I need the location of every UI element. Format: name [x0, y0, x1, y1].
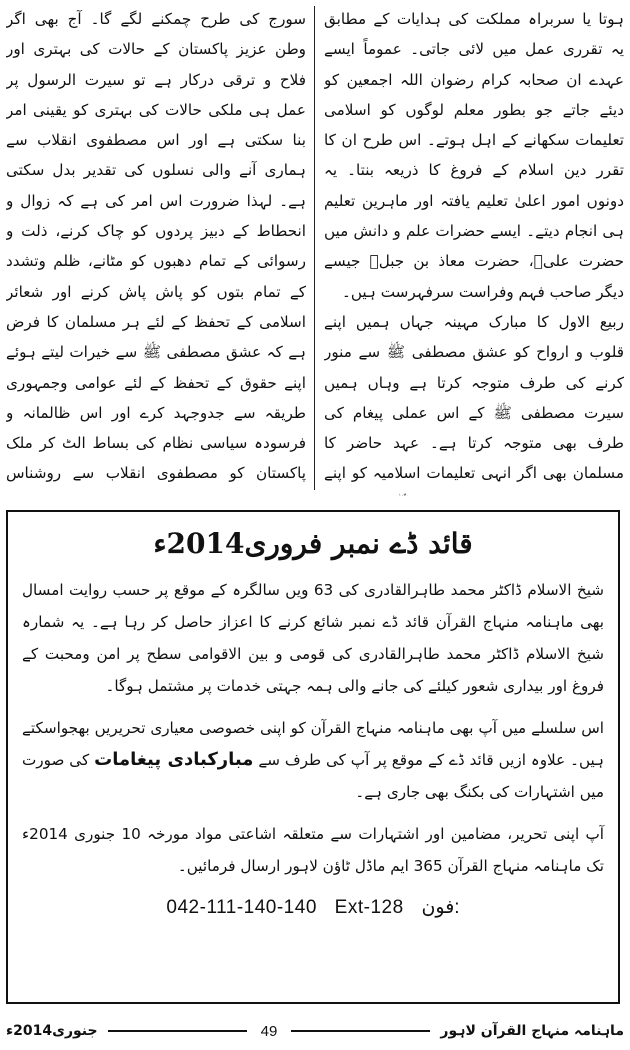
left-column-paragraph-1: سورج کی طرح چمکنے لگے گا۔ آج بھی اگر وطن عزیز پاکستان کے حالات کی بہتری اور فلاح و ترقی درکار ہے تو سیرت الرسول پر عمل ہی ملکی حالات کی بہتری کو یقینی امر بنا سکتی ہے اور اس مصطفوی انقلاب سے ہماری آنے والی نسلوں کی تقدیر بدل سکتی ہے۔ لہذا ضرورت اس امر کی ہے کہ زوال و انحطاط کے دبیز پردوں کو چاک کرنے، ذلت و رسوائی کے تمام دھبوں کو مٹانے، ظلم وتشدد کے تمام بتوں کو پاش پاش کرنے اور شعائر اسلامی کے تحفظ کے لئے ہر مسلمان کا فرض ہے کہ عشق مصطفی ﷺ سے خیرات لیتے ہوئے اپنے حقوق کے تحفظ کے لئے عوامی وجمہوری طریقہ سے جدوجہد کرے اور اس ظالمانہ و فرسودہ سیاسی نظام کی بساط الٹ کر ملک پاکستان کو مصطفوی انقلاب سے روشناس	[6, 10, 306, 483]
right-column	[324, 4, 624, 496]
column-divider	[314, 6, 315, 490]
announcement-box	[6, 510, 620, 1004]
greetings-highlight: مبارکبادی پیغامات	[94, 749, 254, 770]
announcement-title: قائد ڈے نمبر فروری2014ء	[153, 527, 473, 560]
right-column-paragraph-2: ربیع الاول کا مبارک مہینہ جہاں ہمیں اپنے قلوب و ارواح کو عشق مصطفی ﷺ سے منور کرنے کی طرف متوجہ کرتا ہے وہاں ہمیں سیرت مصطفی ﷺ کے اس عملی پیغام کی طرف بھی متوجہ کرتا ہے۔ عہد حاضر کا مسلمان بھی اگر انہی تعلیمات اسلامیہ کو اپنے	[324, 312, 624, 483]
article-columns	[6, 4, 624, 496]
announcement-paragraph-1: شیخ الاسلام ڈاکٹر محمد طاہرالقادری کی 63 ویں سالگرہ کے موقع پر حسب روایت امسال بھی ماہنامہ منہاج القرآن قائد ڈے نمبر شائع کرنے کا اعزاز حاصل کر رہا ہے۔ یہ شمارہ شیخ الاسلام ڈاکٹر محمد طاہرالقادری کی قومی و بین الاقوامی سطح پر امن ومحبت کے فروغ اور بیداری شعور کیلئے کی جانے والی ہمہ جہتی خدمات پر مشتمل ہوگا۔	[22, 581, 604, 695]
announcement-paragraph-2-end: کی صورت میں اشتہارات کی بکنگ بھی جاری ہے۔	[22, 751, 604, 801]
phone-label: فون:	[421, 897, 460, 918]
phone-extension: Ext-128	[334, 897, 404, 918]
page-footer	[6, 1018, 624, 1044]
announcement-paragraph-3: آپ اپنی تحریر، مضامین اور اشتہارات سے متعلقہ اشاعتی مواد مورخہ 10 جنوری 2014ء تک ماہنامہ منہاج القرآن 365 ایم ماڈل ٹاؤن لاہور ارسال فرمائیں۔	[22, 825, 604, 875]
phone-number: 042-111-140-140	[166, 897, 317, 918]
contact-phone	[22, 896, 604, 919]
footer-rule-left	[108, 1030, 247, 1032]
left-column	[6, 4, 306, 496]
magazine-name: ماہنامہ منہاج القرآن لاہور	[440, 1023, 624, 1039]
announcement-paragraph-2	[22, 712, 604, 808]
right-column-paragraph-1: ہوتا یا سربراہ مملکت کی ہدایات کے مطابق یہ تقرری عمل میں لائی جاتی۔ عموماً ایسے عہدے ان صحابہ کرام رضوان اللہ اجمعین کو دیئے جاتے جو بطور معلم لوگوں کو اسلامی تعلیمات سکھانے کے اہل ہوتے۔ اس طرح ان کا تقرر دین اسلام کے فروغ کا ذریعہ بنتا۔ یہ دونوں امور اعلیٰ تعلیم یافتہ اور ماہرین تعلیم ہی انجام دیتے۔ ایسے حضرات علم و دانش میں حضرت علیؓ، حضرت معاذ بن جبلؓ جیسے دیگر صاحب فہم وفراست سرفہرست ہیں۔	[324, 10, 624, 301]
footer-rule-right	[291, 1030, 430, 1032]
page-number: 49	[260, 1022, 278, 1040]
issue-date: جنوری2014ء	[6, 1023, 98, 1039]
announcement-paragraph-2-start: اس سلسلے میں آپ بھی ماہنامہ منہاج القرآن کو اپنی خصوصی معیاری تحریریں بھجواسکتے ہیں۔ علاوہ ازیں قائد ڈے کے موقع پر آپ کی طرف سے	[22, 719, 605, 769]
